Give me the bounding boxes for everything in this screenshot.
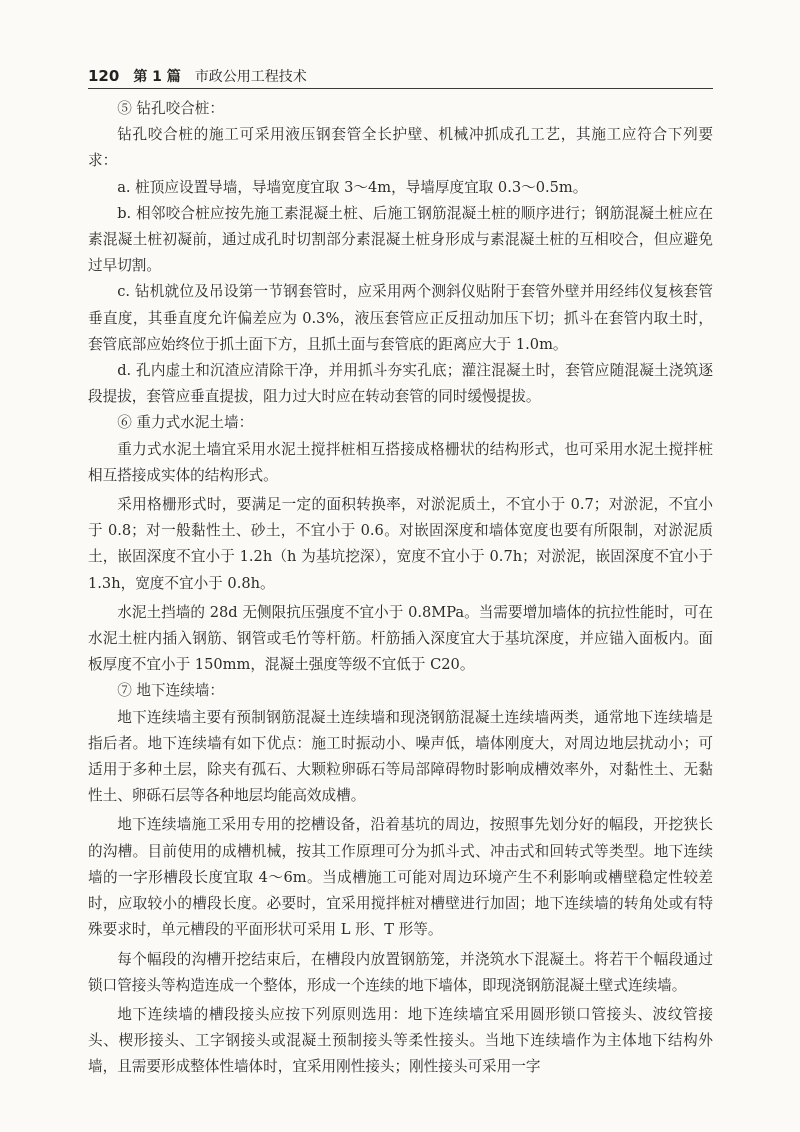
paragraph: 钻孔咬合桩的施工可采用液压钢套管全长护壁、机械冲抓成孔工艺，其施工应符合下列要求： (88, 126, 713, 170)
paragraph: 重力式水泥土墙宜采用水泥土搅拌桩相互搭接成格栅状的结构形式，也可采用水泥土搅拌桩相互搭接成实体的结构形式。 (88, 440, 713, 484)
list-item-b: b. 相邻咬合桩应按先施工素混凝土桩、后施工钢筋混凝土桩的顺序进行；钢筋混凝土桩应在素混凝土桩初凝前，通过成孔时切割部分素混凝土桩身形成与素混凝土桩的互相咬合，但应避免过早切割。 (88, 204, 713, 275)
body-text (88, 96, 713, 1081)
heading-diaphragm-wall: ⑦ 地下连续墙： (117, 682, 224, 700)
list-item-a: a. 桩顶应设置导墙，导墙宽度宜取 3～4m，导墙厚度宜取 0.3～0.5m。 (117, 178, 588, 196)
header-rule (88, 88, 713, 89)
heading-gravity-cement-wall: ⑥ 重力式水泥土墙： (117, 414, 254, 432)
part-label: 第 1 篇 (133, 69, 181, 85)
paragraph: 采用格栅形式时，要满足一定的面积转换率，对淤泥质土，不宜小于 0.7；对淤泥，不宜小于 0.8；对一般黏性土、砂土，不宜小于 0.6。对嵌固深度和墙体宽度也要有所限制，对淤泥质土，嵌固深度不宜小于 1.2h（h 为基坑挖深），宽度不宜小于 0.7h；对淤泥，嵌固深度不宜小于 1.3h，宽度不宜小于 0.8h。 (88, 496, 713, 592)
paragraph: 水泥土挡墙的 28d 无侧限抗压强度不宜小于 0.8MPa。当需要增加墙体的抗拉性能时，可在水泥土桩内插入钢筋、钢管或毛竹等杆筋。杆筋插入深度宜大于基坑深度，并应锚入面板内。面板厚度不宜小于 150mm，混凝土强度等级不宜低于 C20。 (88, 603, 713, 674)
heading-bored-secant-pile: ⑤ 钻孔咬合桩： (117, 100, 224, 117)
list-item-d: d. 孔内虚土和沉渣应清除干净，并用抓斗夯实孔底；灌注混凝土时，套管应随混凝土浇筑逐段提拔，套管应垂直提拔，阻力过大时应在转动套管的同时缓慢提拔。 (88, 362, 713, 406)
running-header (88, 66, 718, 86)
paragraph: 地下连续墙主要有预制钢筋混凝土连续墙和现浇钢筋混凝土连续墙两类，通常地下连续墙是指后者。地下连续墙有如下优点：施工时振动小、噪声低，墙体刚度大，对周边地层扰动小；可适用于多种土层，除夹有孤石、大颗粒卵砾石等局部障碍物时影响成槽效率外，对黏性土、无黏性土、卵砾石层等各种地层均能高效成槽。 (88, 708, 713, 805)
paragraph: 每个幅段的沟槽开挖结束后，在槽段内放置钢筋笼，并浇筑水下混凝土。将若干个幅段通过锁口管接头等构造连成一个整体，形成一个连续的地下墙体，即现浇钢筋混凝土壁式连续墙。 (88, 950, 713, 994)
book-title: 市政公用工程技术 (194, 69, 307, 85)
page-number: 120 (88, 67, 120, 85)
paragraph: 地下连续墙施工采用专用的挖槽设备，沿着基坑的周边，按照事先划分好的幅段，开挖狭长的沟槽。目前使用的成槽机械，按其工作原理可分为抓斗式、冲击式和回转式等类型。地下连续墙的一字形槽段长度宜取 4～6m。当成槽施工可能对周边环境产生不利影响或槽壁稳定性较差时，应取较小的槽段长度。必要时，宜采用搅拌桩对槽壁进行加固；地下连续墙的转角处或有特殊要求时，单元槽段的平面形状可采用 L 形、T 形等。 (88, 816, 713, 939)
paragraph: 地下连续墙的槽段接头应按下列原则选用：地下连续墙宜采用圆形锁口管接头、波纹管接头、楔形接头、工字钢接头或混凝土预制接头等柔性接头。当地下连续墙作为主体地下结构外墙，且需要形成整体性墙体时，宜采用刚性接头；刚性接头可采用一字 (88, 1005, 713, 1076)
list-item-c: c. 钻机就位及吊设第一节钢套管时，应采用两个测斜仪贴附于套管外壁并用经纬仪复核套管垂直度，其垂直度允许偏差应为 0.3%，液压套管应正反扭动加压下切；抓斗在套管内取土时，套管底部应始终位于抓土面下方，且抓土面与套管底的距离应大于 1.0m。 (88, 283, 713, 353)
